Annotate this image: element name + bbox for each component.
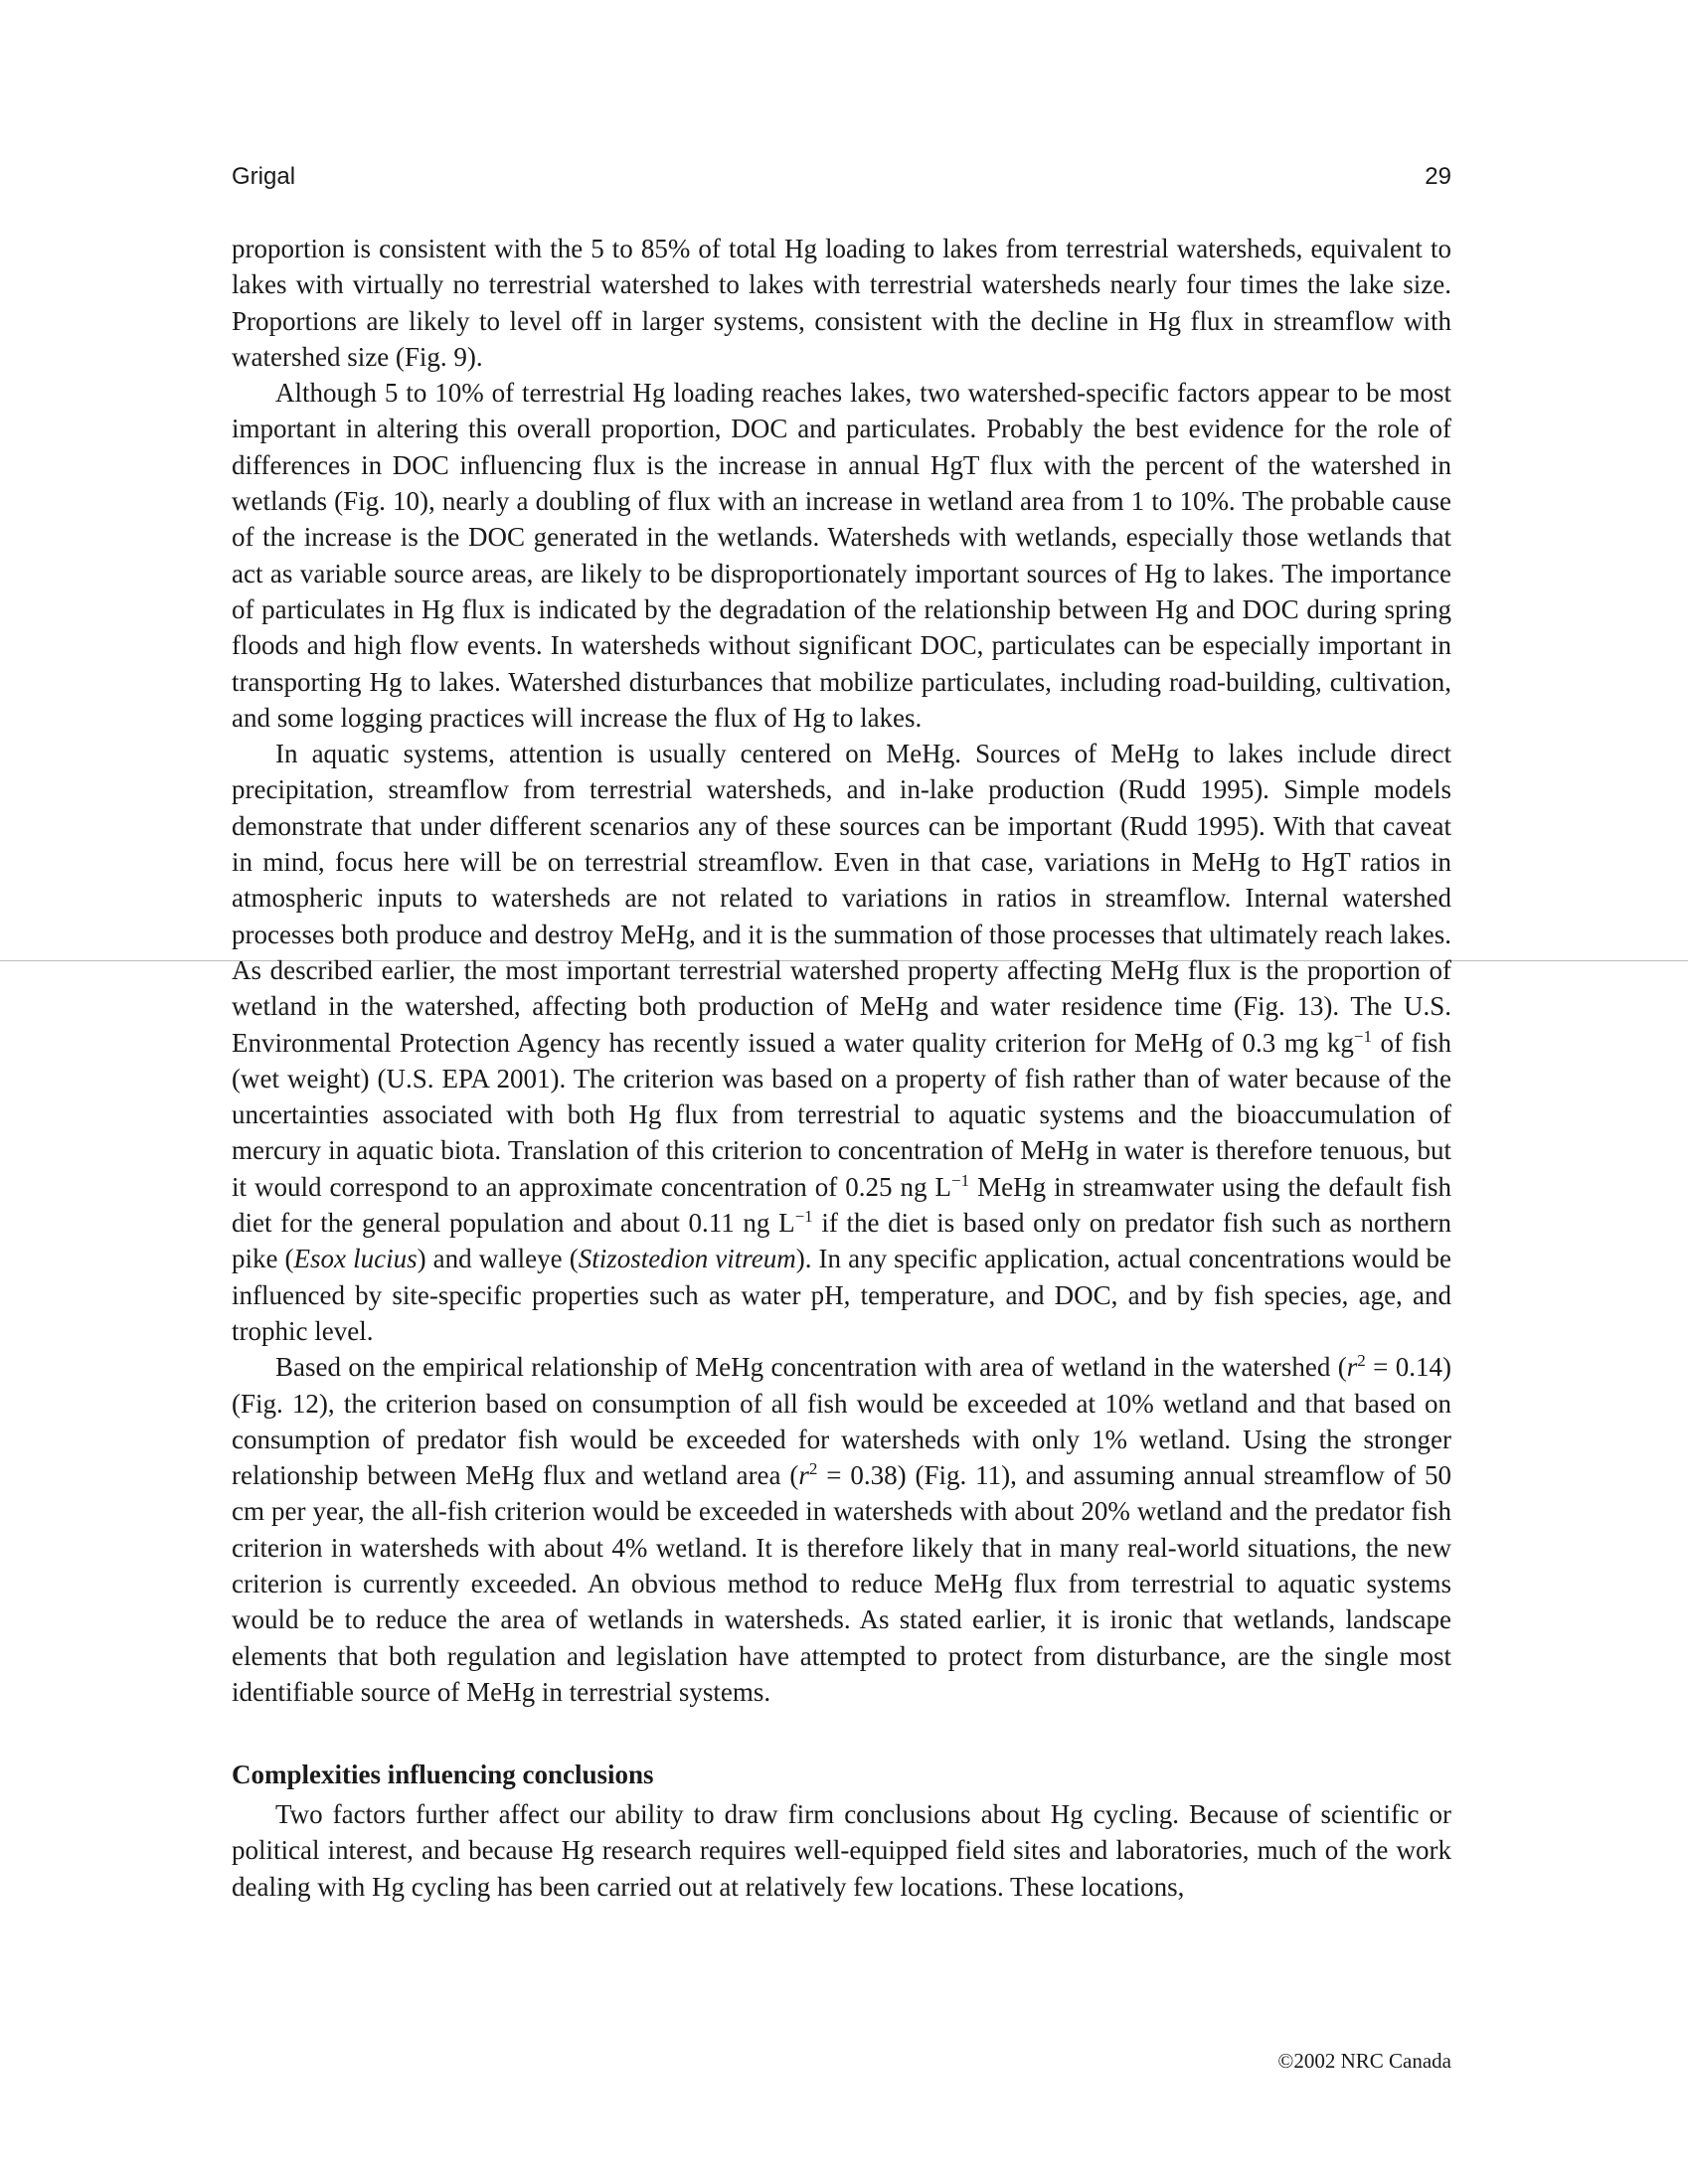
species-name-walleye: Stizostedion vitreum [578,1244,796,1274]
paragraph-2: Although 5 to 10% of terrestrial Hg loading reaches lakes, two watershed-specific factors appear to be most important in altering this overall proportion, DOC and particulates. Probably the best evidence for the role of differences in DOC influencing flux is the increase in annual HgT flux with the percent of the watershed in wetlands (Fig. 10), nearly a doubling of flux with an increase in wetland area from 1 to 10%. The probable cause of the increase is the DOC generated in the wetlands. Watersheds with wetlands, especially those wetlands that act as variable source areas, are likely to be disproportionately important sources of Hg to lakes. The importance of particulates in Hg flux is indicated by the degradation of the relationship between Hg and DOC during spring floods and high flow events. In watersheds without significant DOC, particulates can be especially important in transporting Hg to lakes. Watershed disturbances that mobilize particulates, including road-building, cultivation, and some logging practices will increase the flux of Hg to lakes. [232,378,1451,733]
r-symbol: r [798,1460,809,1491]
paragraph-3-text-e: ) and walleye ( [417,1244,579,1274]
paragraph-3-text-c: MeHg in streamwater using the default fish diet for the general population and about 0.11 ng L [232,1171,1451,1239]
section-heading: Complexities influencing conclusions [232,1760,654,1790]
running-head-author: Grigal [232,163,296,190]
page-number: 29 [1425,163,1451,190]
paragraph-3-text-f: ). In any specific application, actual concentrations would be influenced by site-specific properties such as water pH, temperature, and DOC, and by fish species, age, and trophic level. [232,1244,1451,1346]
superscript-neg1: −1 [1353,1026,1372,1046]
superscript-neg1: −1 [951,1170,970,1190]
paragraph-4-text-c: = 0.38) (Fig. 11), and assuming annual streamflow of 50 cm per year, the all-fish criterion would be exceeded in watersheds with about 20% wetland and the predator fish criterion in watersheds with about 4% wetland. It is therefore likely that in many real-world situations, the new criterion is currently exceeded. An obvious method to reduce MeHg flux from terrestrial to aquatic systems would be to reduce the area of wetlands in watersheds. As stated earlier, it is ironic that wetlands, landscape elements that both regulation and legislation have attempted to protect from disturbance, are the single most identifiable source of MeHg in terrestrial systems. [232,1460,1452,1707]
paragraph-1: proportion is consistent with the 5 to 85% of total Hg loading to lakes from terrestrial watersheds, equivalent to lakes with virtually no terrestrial watershed to lakes with terrestrial watersheds nearly four times the lake size. Proportions are likely to level off in larger systems, consistent with the decline in Hg flux in streamflow with watershed size (Fig. 9). [232,234,1451,372]
copyright-footer: ©2002 NRC Canada [1277,2049,1451,2073]
species-name-pike: Esox lucius [293,1244,418,1274]
paragraph-3-text-a: In aquatic systems, attention is usually centered on MeHg. Sources of MeHg to lakes include direct precipitation, streamflow from terrestrial watersheds, and in-lake production (Rudd 1995). Simple models demonstrate that under different scenarios any of these sources can be important (Rudd 1995). With that caveat in mind, focus here will be on terrestrial streamflow. Even in that case, variations in MeHg to HgT ratios in atmospheric inputs to watersheds are not related to variations in ratios in streamflow. Internal watershed processes both produce and destroy MeHg, and it is the summation of those processes that ultimately reach lakes. As described earlier, the most important terrestrial watershed property affecting MeHg flux is the proportion of wetland in the watershed, affecting both production of MeHg and water residence time (Fig. 13). The U.S. Environmental Protection Agency has recently issued a water quality criterion for MeHg of 0.3 mg kg [232,739,1451,1058]
paragraph-3-text-b: of fish (wet weight) (U.S. EPA 2001). The criterion was based on a property of fish rather than of water because of the uncertainties associated with both Hg flux from terrestrial to aquatic systems and the bioaccumulation of mercury in aquatic biota. Translation of this criterion to concentration of MeHg in water is therefore tenuous, but it would correspond to an approximate concentration of 0.25 ng L [232,1027,1451,1202]
superscript-2: 2 [1357,1351,1366,1371]
paragraph-3-text-d: if the diet is based only on predator fish such as northern pike ( [232,1208,1451,1274]
superscript-2: 2 [808,1459,818,1479]
paragraph-4 [232,1349,1451,1710]
paragraph-4-text-b: = 0.14) (Fig. 12), the criterion based on consumption of all fish would be exceeded at 10% wetland and that based on consumption of predator fish would be exceeded for watersheds with only 1% wetland. Using the stronger relationship between MeHg flux and wetland area ( [232,1352,1451,1491]
superscript-neg1: −1 [794,1207,813,1227]
r-symbol: r [1346,1352,1358,1383]
paragraph-5: Two factors further affect our ability to draw firm conclusions about Hg cycling. Because of scientific or political interest, and because Hg research requires well-equipped field sites and laboratories, much of the work dealing with Hg cycling has been carried out at relatively few locations. These locations, [232,1799,1451,1902]
paragraph-3 [232,736,1451,1349]
paragraph-4-text-a: Based on the empirical relationship of MeHg concentration with area of wetland in the watershed ( [275,1352,1347,1383]
running-head [232,163,1451,203]
body-text [232,231,1451,1905]
